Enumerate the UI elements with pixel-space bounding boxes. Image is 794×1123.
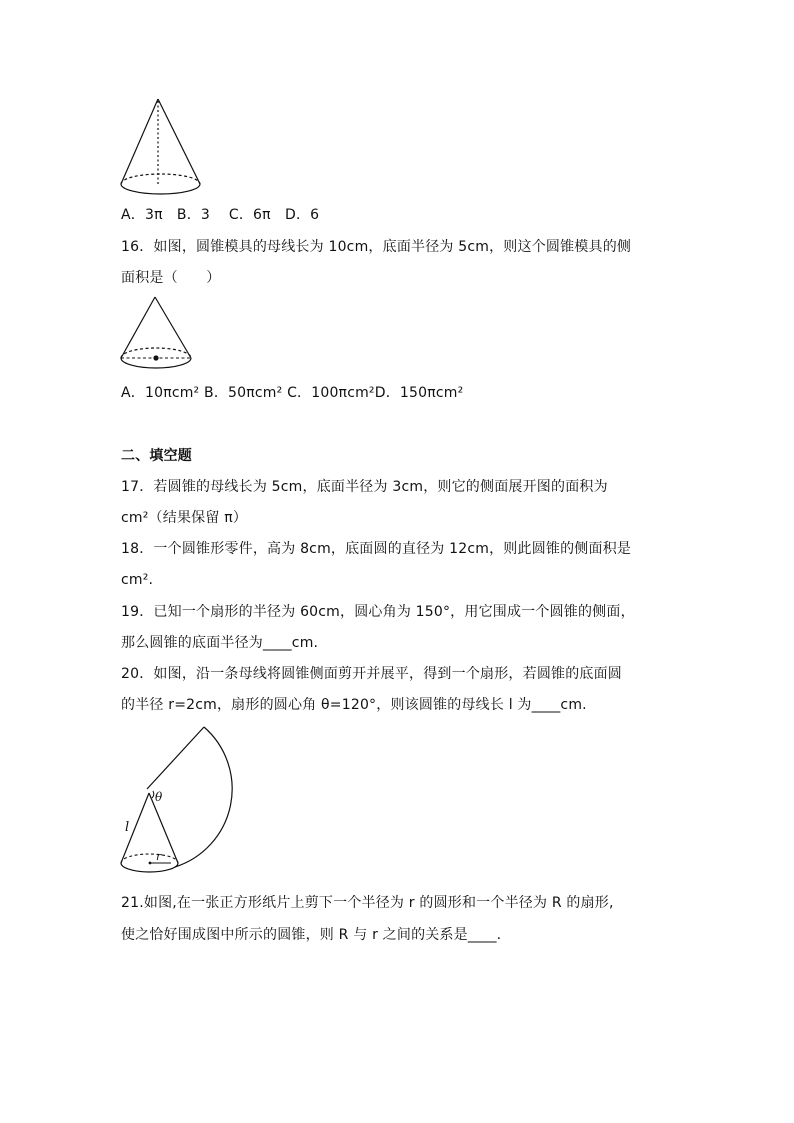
q17-text-line2: cm²（结果保留 π） [121, 510, 248, 526]
section-title: 二、填空题 [121, 448, 192, 464]
cone-figure-q15 [118, 95, 204, 195]
r-label: r [156, 850, 162, 863]
q20-text-line2: 的半径 r=2cm，扇形的圆心角 θ=120°，则该圆锥的母线长 l 为____cm. [121, 697, 587, 713]
q21-text-line1: 21.如图,在一张正方形纸片上剪下一个半径为 r 的圆形和一个半径为 R 的扇形, [121, 895, 614, 911]
q15-options: A．3π B．3 C．6π D．6 [121, 207, 320, 223]
q20-text-line1: 20．如图，沿一条母线将圆锥侧面剪开并展平，得到一个扇形，若圆锥的底面圆 [121, 666, 623, 682]
q16-text-line2: 面积是（ ） [121, 270, 221, 286]
q16-options: A．10πcm² B．50πcm² C．100πcm²D．150πcm² [121, 385, 464, 401]
theta-label: θ [155, 790, 163, 804]
q16-text-line1: 16．如图，圆锥模具的母线长为 10cm，底面半径为 5cm，则这个圆锥模具的侧 [121, 239, 632, 255]
q19-text-line1: 19．已知一个扇形的半径为 60cm，圆心角为 150°，用它围成一个圆锥的侧面， [121, 604, 635, 620]
q18-text-line1: 18．一个圆锥形零件，高为 8cm，底面圆的直径为 12cm，则此圆锥的侧面积是 [121, 541, 632, 557]
q17-text-line1: 17．若圆锥的母线长为 5cm，底面半径为 3cm，则它的侧面展开图的面积为 [121, 479, 608, 495]
l-label: l [125, 820, 130, 835]
cone-figure-q16 [118, 294, 196, 374]
cone-sector-figure-q20 [116, 722, 246, 882]
q21-text-line2: 使之恰好围成图中所示的圆锥，则 R 与 r 之间的关系是____. [121, 927, 502, 943]
q19-text-line2: 那么圆锥的底面半径为____cm. [121, 635, 319, 651]
q18-text-line2: cm². [121, 572, 154, 588]
